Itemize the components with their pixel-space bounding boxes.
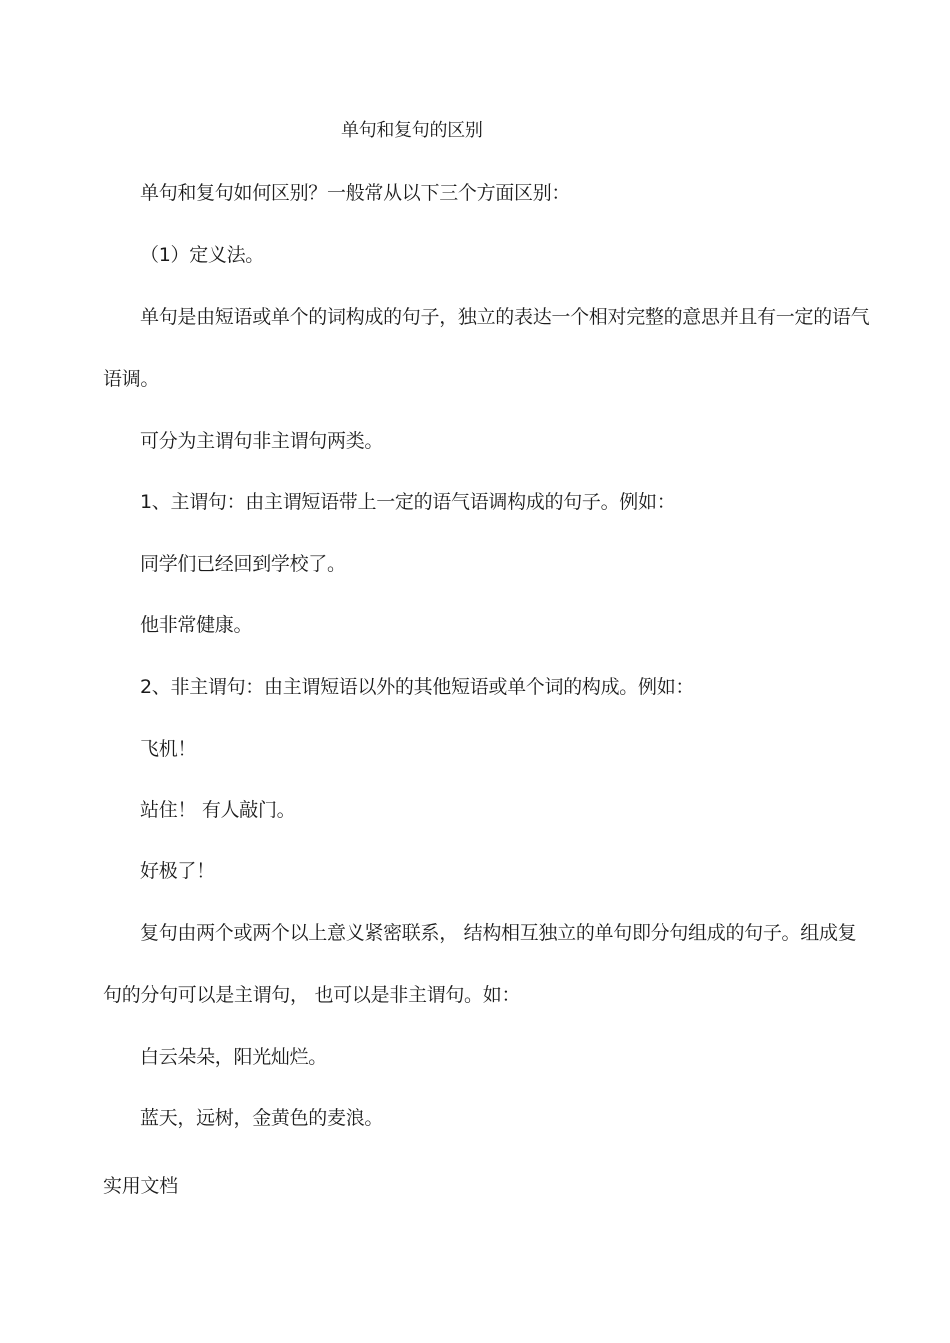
example-line: 飞机！	[140, 738, 197, 760]
example-line: 白云朵朵，阳光灿烂。	[140, 1046, 328, 1068]
paragraph-simple-definition-cont: 语调。	[103, 368, 160, 390]
paragraph-complex-definition-cont: 句的分句可以是主谓句， 也可以是非主谓句。如：	[103, 984, 521, 1006]
example-line: 站住！ 有人敲门。	[140, 799, 296, 821]
example-line: 他非常健康。	[140, 614, 253, 636]
example-line: 蓝天，远树，金黄色的麦浪。	[140, 1107, 384, 1129]
paragraph-simple-definition: 单句是由短语或单个的词构成的句子，独立的表达一个相对完整的意思并且有一定的语气	[140, 306, 870, 328]
paragraph-intro: 单句和复句如何区别？一般常从以下三个方面区别：	[140, 182, 571, 204]
paragraph-method-heading: （1）定义法。	[140, 244, 264, 266]
paragraph-two-types: 可分为主谓句非主谓句两类。	[140, 430, 384, 452]
paragraph-subject-predicate: 1、主谓句：由主谓短语带上一定的语气语调构成的句子。例如：	[140, 491, 676, 513]
example-line: 同学们已经回到学校了。	[140, 553, 346, 575]
example-line: 好极了！	[140, 860, 215, 882]
paragraph-complex-definition: 复句由两个或两个以上意义紧密联系， 结构相互独立的单句即分句组成的句子。组成复	[140, 922, 857, 944]
document-footer: 实用文档	[103, 1175, 178, 1197]
paragraph-non-subject-predicate: 2、非主谓句：由主谓短语以外的其他短语或单个词的构成。例如：	[140, 676, 695, 698]
document-title: 单句和复句的区别	[341, 120, 483, 141]
